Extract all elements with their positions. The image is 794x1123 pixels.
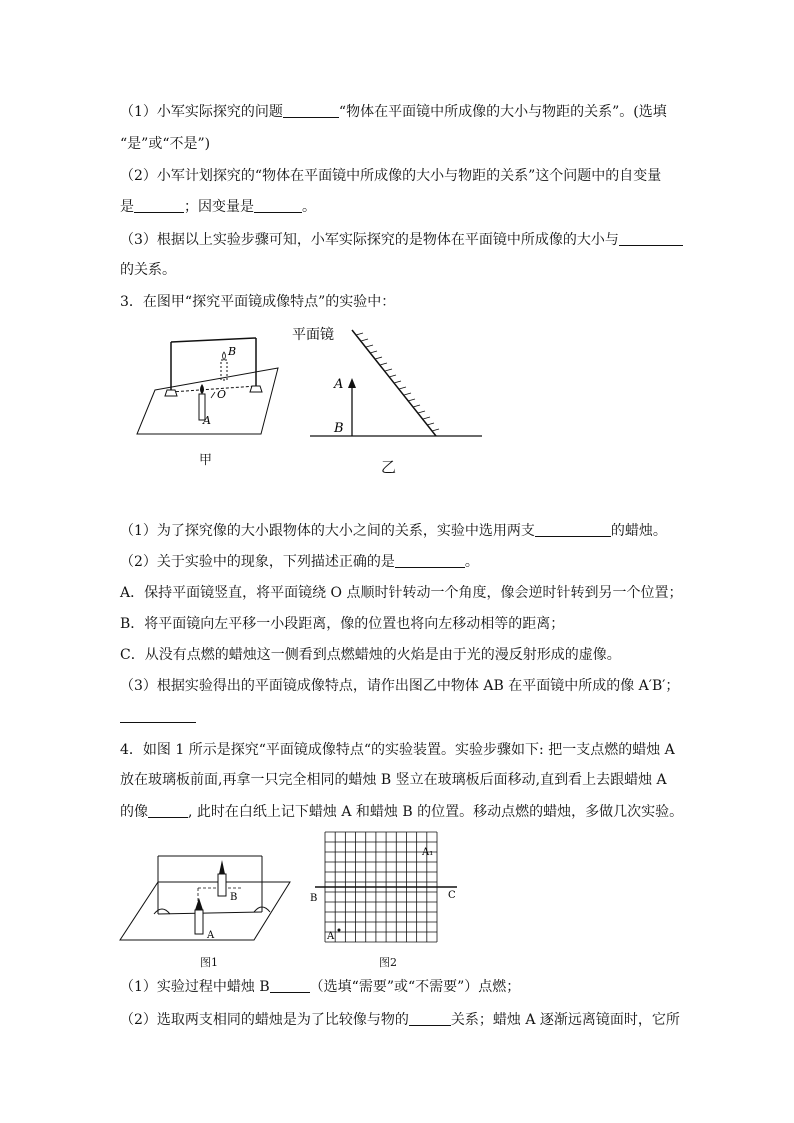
q4-part1-line — [120, 978, 520, 996]
q4-line2-text: 放在玻璃板前面,再拿一只完全相同的蜡烛 B 竖立在玻璃板后面移动,直到看上去跟蜡烛 A — [120, 772, 667, 788]
fig2-label-a1: A₁ — [422, 847, 434, 858]
q4-part2-text-b: 关系；蜡烛 A 逐渐远离镜面时，它所 — [450, 1012, 680, 1028]
fig1-candle-b-wick — [219, 860, 225, 874]
q2-part2-text-d: 。 — [302, 199, 316, 215]
q2-part1-text: （1）小军实际探究的问题 — [120, 104, 283, 120]
q2-part1-line — [120, 103, 667, 121]
q2-part2-line2 — [120, 198, 316, 216]
q4-part2-blank[interactable] — [409, 1011, 451, 1026]
q4-part2-line — [120, 1011, 680, 1029]
q3-part3-blank[interactable] — [120, 708, 196, 723]
q2-part1-hint: “是”或“不是”) — [120, 136, 211, 152]
q3-part1-line — [120, 522, 667, 540]
q3-option-a-text: A．保持平面镜竖直，将平面镜绕 O 点顺时针转动一个角度，像会逆时针转到另一个位置； — [120, 585, 683, 601]
q3-part2-blank[interactable] — [395, 553, 465, 568]
figure-jia-caption: 甲 — [199, 453, 213, 468]
q3-option-b — [120, 615, 564, 633]
yi-mirror-hatching — [356, 333, 439, 431]
q2-part2-text-b: 是 — [120, 199, 134, 215]
yi-label-a: A — [334, 377, 344, 392]
q2-part3-blank[interactable] — [619, 231, 683, 246]
figure-1 — [118, 848, 293, 948]
q3-option-c — [120, 646, 621, 664]
q2-part1-text-b: “物体在平面镜中所成像的大小与物距的关系”。(选填 — [338, 104, 667, 120]
q4-line1 — [120, 741, 675, 759]
q2-part1-line2 — [120, 135, 210, 153]
q2-part3-line2 — [120, 261, 176, 279]
q4-part2-text: （2）选取两支相同的蜡烛是为了比较像与物的 — [120, 1012, 409, 1028]
figure-2-caption: 图2 — [379, 956, 397, 969]
figure-jia — [135, 330, 285, 440]
q2-dependent-blank[interactable] — [254, 198, 302, 213]
yi-label-b: B — [334, 421, 344, 436]
q4-part1-blank[interactable] — [270, 978, 310, 993]
q3-part1-text-b: 的蜡烛。 — [610, 523, 667, 539]
fig1-stand-left — [154, 909, 170, 914]
figure-1-caption: 图1 — [200, 956, 218, 969]
jia-label-a: A — [203, 414, 211, 427]
q4-line3-text-b: , 此时在白纸上记下蜡烛 A 和蜡烛 B 的位置。移动点燃的蜡烛，多做几次实验。 — [188, 804, 684, 820]
q4-part1-text-b: （选填“需要”或“不需要”）点燃； — [309, 979, 521, 995]
q3-part2-text-b: 。 — [464, 554, 479, 570]
q3-part3-line — [120, 677, 679, 695]
q3-option-a — [120, 584, 683, 602]
fig2-point-a — [338, 929, 341, 932]
q3-option-b-text: B．将平面镜向左平移一小段距离，像的位置也将向左移动相等的距离； — [120, 616, 565, 632]
jia-stand-left — [165, 390, 177, 396]
q3-part2-text: （2）关于实验中的现象，下列描述正确的是 — [120, 554, 395, 570]
q4-line2 — [120, 771, 667, 789]
q3-option-c-text: C．从没有点燃的蜡烛这一侧看到点燃蜡烛的火焰是由于光的漫反射形成的虚像。 — [120, 647, 621, 663]
fig1-candle-b — [218, 874, 226, 896]
figure-2 — [305, 828, 465, 948]
jia-label-o: O — [217, 388, 227, 401]
q3-title — [120, 293, 395, 311]
yi-mirror-label: 平面镜 — [292, 327, 334, 343]
fig1-candle-a-flame — [195, 898, 203, 910]
figure-yi — [290, 322, 490, 448]
q3-part1-text: （1）为了探究像的大小跟物体的大小之间的关系，实验中选用两支 — [120, 523, 535, 539]
q3-title-text: 3．在图甲“探究平面镜成像特点”的实验中： — [120, 294, 396, 310]
fig1-candle-a — [195, 910, 203, 934]
q4-line3 — [120, 803, 683, 821]
q3-part3-answer-line — [120, 708, 196, 726]
fig1-table — [120, 882, 290, 940]
q2-part1-blank[interactable] — [283, 103, 339, 118]
q2-part3-line — [120, 231, 683, 249]
q3-part1-blank[interactable] — [535, 522, 611, 537]
jia-candle-a-flame — [200, 384, 204, 394]
q4-line3-text: 的像 — [120, 804, 148, 820]
q2-independent-blank[interactable] — [134, 198, 184, 213]
figure-yi-caption: 乙 — [381, 458, 397, 476]
q4-line3-blank[interactable] — [148, 803, 188, 818]
fig1-label-b: B — [230, 892, 238, 903]
q4-line1-text: 4．如图 1 所示是探究“平面镜成像特点“的实验装置。实验步骤如下: 把一支点燃的蜡烛 A — [120, 742, 675, 758]
fig1-label-a: A — [207, 930, 215, 941]
fig2-label-a: A — [327, 931, 335, 942]
jia-glass-top — [171, 338, 256, 342]
q2-part3-text: （3）根据以上实验步骤可知，小军实际探究的是物体在平面镜中所成像的大小与 — [120, 232, 619, 248]
fig1-glass-bottom — [158, 912, 262, 914]
jia-stand-right — [250, 386, 262, 392]
q2-part3-text-b: 的关系。 — [120, 262, 176, 278]
q3-part3-text: （3）根据实验得出的平面镜成像特点，请作出图乙中物体 AB 在平面镜中所成的像 A′B′； — [120, 678, 680, 694]
yi-arrow-head — [348, 378, 356, 388]
q2-part2-text-c: ；因变量是 — [184, 199, 254, 215]
q2-part2-line — [120, 167, 661, 185]
fig2-label-b: B — [310, 893, 318, 904]
jia-candle-b-flame — [223, 352, 226, 360]
q3-part2-line — [120, 553, 479, 571]
jia-o-mark — [211, 392, 215, 398]
jia-glass-bottom — [171, 386, 256, 392]
q2-part2-text: （2）小军计划探究的“物体在平面镜中所成像的大小与物距的关系”这个问题中的自变量 — [120, 168, 662, 184]
jia-label-b: B — [228, 345, 237, 358]
fig2-label-c: C — [448, 890, 456, 901]
q4-part1-text: （1）实验过程中蜡烛 B — [120, 979, 270, 995]
